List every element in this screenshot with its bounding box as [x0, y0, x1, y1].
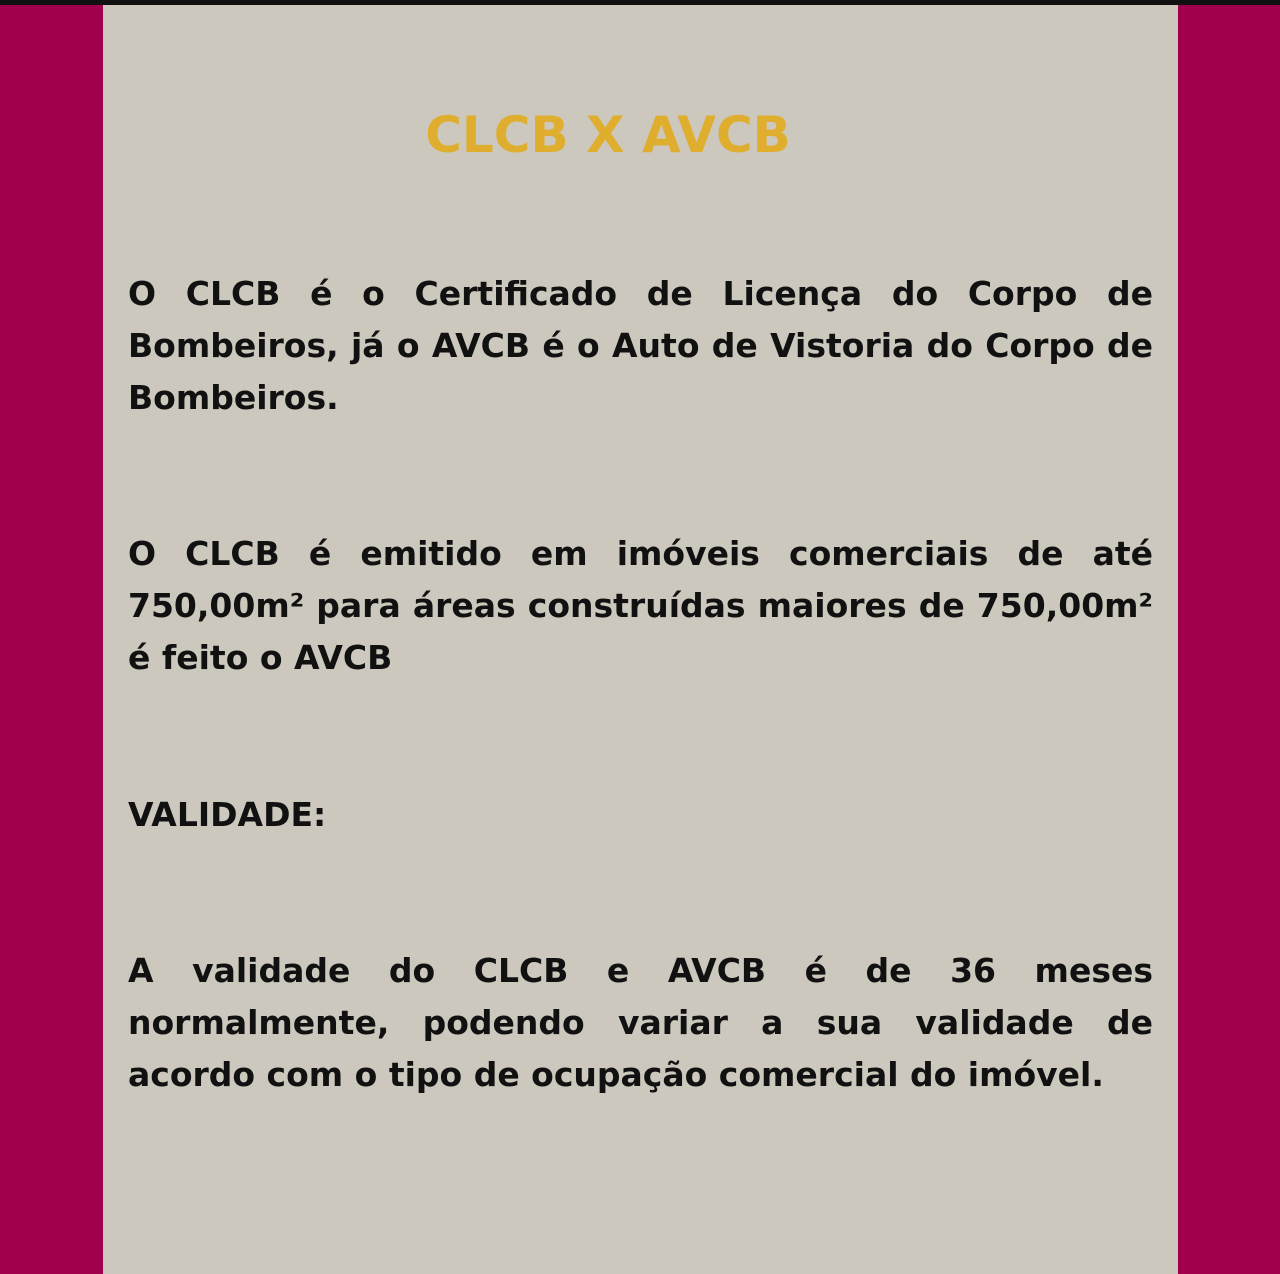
validity-paragraph: A validade do CLCB e AVCB é de 36 meses normalmente, podendo variar a sua validade de acordo com o tipo de ocupação comercial do imóvel. [128, 951, 1153, 1094]
definition-paragraph: O CLCB é o Certificado de Licença do Corpo de Bombeiros, já o AVCB é o Auto de Vistoria do Corpo de Bombeiros. [128, 274, 1153, 417]
emission-paragraph: O CLCB é emitido em imóveis comerciais de até 750,00m² para áreas construídas maiores de 750,00m² é feito o AVCB [128, 534, 1153, 677]
validity-heading: VALIDADE: [128, 795, 327, 834]
content-card [103, 5, 1178, 1274]
page-title: CLCB X AVCB [425, 106, 791, 164]
